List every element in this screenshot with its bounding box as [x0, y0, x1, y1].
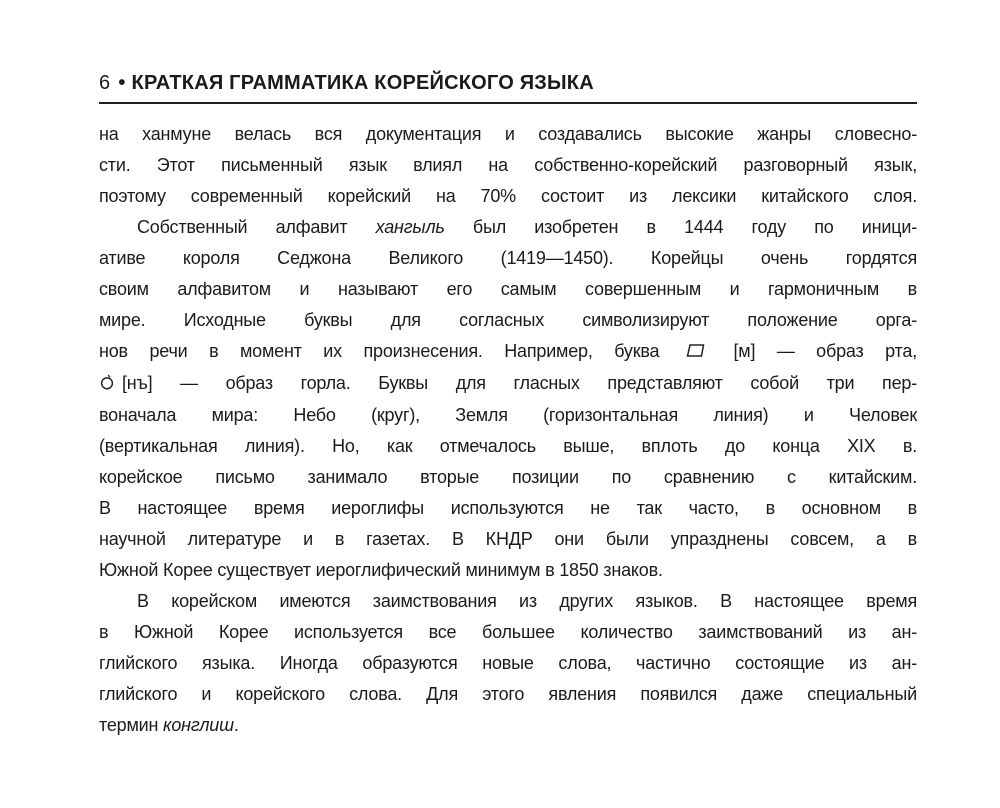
running-head [99, 72, 917, 95]
line-text: корейское письмо занимало вторые позиции по сравнению с китайским. [99, 467, 917, 487]
text-line [99, 368, 917, 400]
line-text: в Южной Корее используется все большее количество заимствований из ан- [99, 622, 917, 642]
text-line [99, 648, 917, 679]
text-line [99, 212, 917, 243]
line-text: воначала мира: Небо (круг), Земля (горизонтальная линия) и Человек [99, 405, 917, 425]
line-text: своим алфавитом и называют его самым совершенным и гармоничным в [99, 279, 917, 299]
line-text: (вертикальная линия). Но, как отмечалось выше, вплоть до конца XIX в. [99, 436, 917, 456]
line-text: был изобретен в 1444 году по иници- [444, 217, 917, 237]
italic-term-hangul: хангыль [375, 217, 445, 237]
line-text: Южной Корее существует иероглифический минимум в 1850 знаков. [99, 560, 663, 580]
text-line [99, 336, 917, 368]
text-line [99, 617, 917, 648]
hangul-ieung-glyph [99, 369, 115, 400]
text-line [99, 586, 917, 617]
line-text: [м] — образ рта, [733, 341, 917, 361]
text-line [99, 679, 917, 710]
text-line [99, 181, 917, 212]
italic-term-konglish: конглиш [163, 715, 234, 735]
hangul-mieum-glyph [686, 337, 705, 368]
line-text: В настоящее время иероглифы используются не так часто, в основном в [99, 498, 917, 518]
header-rule [99, 102, 917, 104]
line-text: В корейском имеются заимствования из других языков. В настоящее время [137, 591, 917, 611]
text-line [99, 431, 917, 462]
text-line [99, 493, 917, 524]
line-text: поэтому современный корейский на 70% состоит из лексики китайского слоя. [99, 186, 917, 206]
text-line [99, 462, 917, 493]
line-text: нов речи в момент их произнесения. Например, буква [99, 341, 660, 361]
text-line [99, 524, 917, 555]
text-line [99, 274, 917, 305]
header-bullet: • [118, 72, 126, 94]
paragraph-2 [99, 212, 917, 586]
paragraph-3 [99, 586, 917, 741]
line-text: сти. Этот письменный язык влиял на собственно-корейский разговорный язык, [99, 155, 917, 175]
text-line [99, 555, 917, 586]
line-text: глийского и корейского слова. Для этого явления появился даже специальный [99, 684, 917, 704]
line-text: научной литературе и в газетах. В КНДР они были упразднены совсем, а в [99, 529, 917, 549]
header-title: КРАТКАЯ ГРАММАТИКА КОРЕЙСКОГО ЯЗЫКА [131, 72, 594, 94]
line-text: [нъ] — образ горла. Буквы для гласных представляют собой три пер- [122, 373, 917, 393]
line-text: глийского языка. Иногда образуются новые слова, частично состоящие из ан- [99, 653, 917, 673]
page-header [99, 72, 917, 112]
text-line [99, 150, 917, 181]
text-line [99, 710, 917, 741]
line-text: ативе короля Седжона Великого (1419—1450). Корейцы очень гордятся [99, 248, 917, 268]
page-number: 6 [99, 72, 111, 94]
text-line [99, 400, 917, 431]
line-text: . [233, 715, 239, 735]
text-line [99, 243, 917, 274]
line-text: термин [99, 715, 164, 735]
text-line [99, 305, 917, 336]
body-text [99, 119, 917, 741]
line-text: на ханмуне велась вся документация и создавались высокие жанры словесно- [99, 124, 917, 144]
paragraph-1 [99, 119, 917, 212]
text-line [99, 119, 917, 150]
line-text: мире. Исходные буквы для согласных символизируют положение орга- [99, 310, 917, 330]
line-text: Собственный алфавит [137, 217, 376, 237]
